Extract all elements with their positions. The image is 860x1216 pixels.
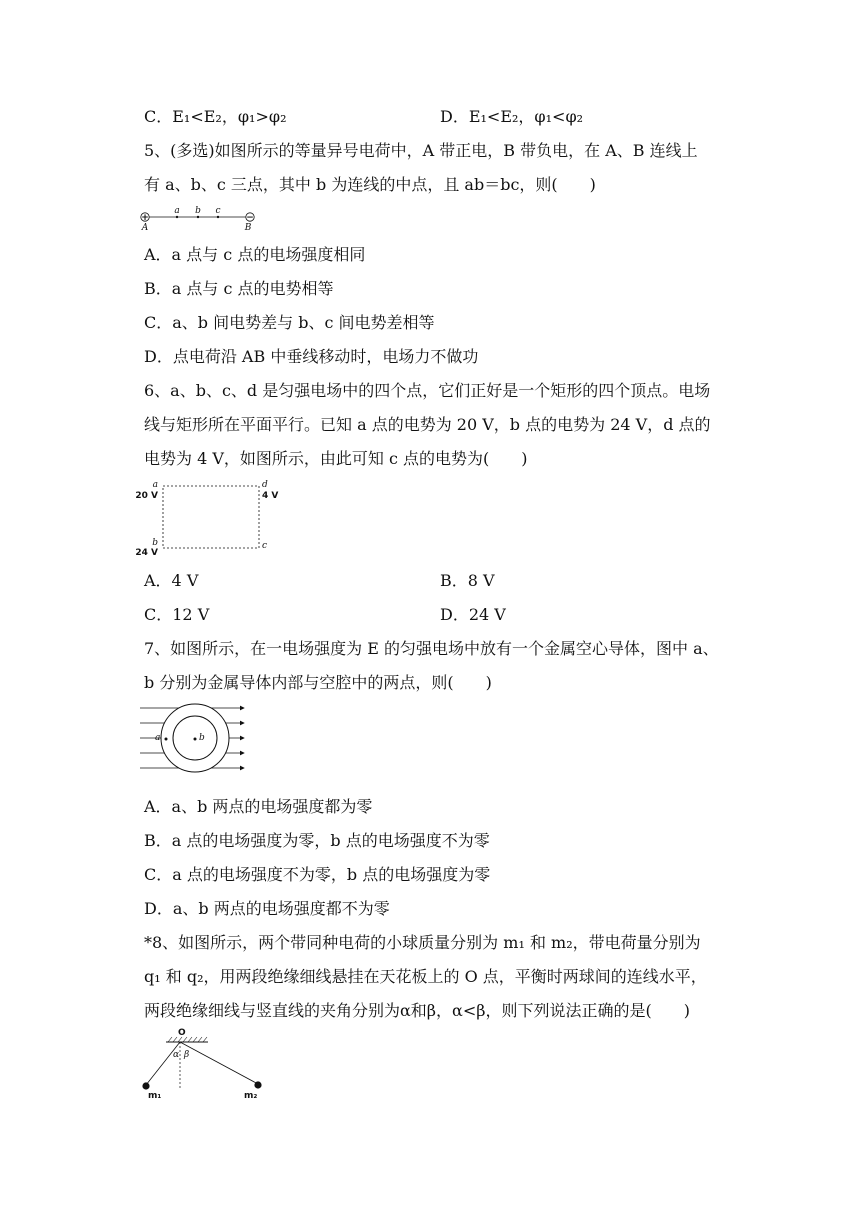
q8-label-m1: m₁ xyxy=(148,1091,162,1101)
q7-stem-line1: 7、如图所示，在一电场强度为 E 的匀强电场中放有一个金属空心导体，图中 a、 xyxy=(144,639,719,658)
q8-stem-line1: *8、如图所示，两个带同种电荷的小球质量分别为 m₁ 和 m₂，带电荷量分别为 xyxy=(144,933,701,952)
q6-potential-b: 24 V xyxy=(135,548,158,558)
q5-label-c: c xyxy=(215,206,221,216)
q5-option-d: D．点电荷沿 AB 中垂线移动时，电场力不做功 xyxy=(144,347,479,366)
q8-ball-m2 xyxy=(254,1081,261,1088)
q6-stem-line3: 电势为 4 V，如图所示，由此可知 c 点的电势为( ) xyxy=(144,449,528,468)
q8-ball-m1 xyxy=(142,1082,149,1089)
q5-stem-line1: 5、(多选)如图所示的等量异号电荷中，A 带正电，B 带负电，在 A、B 连线上 xyxy=(144,141,698,160)
q4-option-c: C．E₁<E₂，φ₁>φ₂ xyxy=(144,107,287,126)
q5-option-c: C．a、b 间电势差与 b、c 间电势差相等 xyxy=(144,313,435,332)
q7-label-a: a xyxy=(155,733,161,743)
q6-potential-a: 20 V xyxy=(135,491,158,501)
q8-label-O: O xyxy=(178,1028,186,1038)
q7-option-c: C．a 点的电场强度不为零，b 点的电场强度为零 xyxy=(144,865,491,884)
q6-option-d: D．24 V xyxy=(440,605,506,624)
q6-stem-line1: 6、a、b、c、d 是匀强电场中的四个点，它们正好是一个矩形的四个顶点。电场 xyxy=(144,381,711,400)
q6-label-b: b xyxy=(152,538,158,548)
q8-string-left xyxy=(146,1042,180,1085)
q8-label-beta: β xyxy=(184,1050,190,1060)
q5-label-b: b xyxy=(195,206,201,216)
q6-potential-d: 4 V xyxy=(262,491,279,501)
q5-point-a xyxy=(176,216,178,218)
q8-figure xyxy=(136,1030,276,1100)
q8-label-m2: m₂ xyxy=(244,1091,258,1101)
q6-option-c: C．12 V xyxy=(144,605,210,624)
q7-figure xyxy=(140,702,250,782)
q5-label-A: A xyxy=(141,223,149,233)
q6-option-a: A．4 V xyxy=(144,571,199,590)
q5-stem-line2: 有 a、b、c 三点，其中 b 为连线的中点，且 ab＝bc，则( ) xyxy=(144,175,596,194)
q5-figure xyxy=(138,205,268,231)
q6-stem-line2: 线与矩形所在平面平行。已知 a 点的电势为 20 V，b 点的电势为 24 V，d 点的 xyxy=(144,415,711,434)
q7-option-a: A．a、b 两点的电场强度都为零 xyxy=(144,797,373,816)
q6-label-c: c xyxy=(262,541,268,551)
q7-option-d: D．a、b 两点的电场强度都不为零 xyxy=(144,899,390,918)
q5-option-b: B．a 点与 c 点的电势相等 xyxy=(144,279,334,298)
q8-stem-line3: 两段绝缘细线与竖直线的夹角分别为α和β，α<β，则下列说法正确的是( ) xyxy=(144,1001,691,1020)
q8-string-right xyxy=(180,1042,258,1084)
q7-point-b xyxy=(194,738,197,741)
q7-stem-line2: b 分别为金属导体内部与空腔中的两点，则( ) xyxy=(144,673,492,692)
q6-label-d: d xyxy=(262,480,268,490)
q8-label-alpha: α xyxy=(173,1050,180,1060)
q8-ceiling-hatch xyxy=(168,1037,207,1042)
q7-point-a xyxy=(165,738,168,741)
q5-label-B: B xyxy=(244,223,252,233)
q6-figure xyxy=(135,478,279,558)
q4-option-d: D．E₁<E₂，φ₁<φ₂ xyxy=(440,107,584,126)
q5-minus-sign: − xyxy=(246,213,254,223)
q7-option-b: B．a 点的电场强度为零，b 点的电场强度不为零 xyxy=(144,831,490,850)
q5-point-b xyxy=(197,216,199,218)
q8-stem-line2: q₁ 和 q₂，用两段绝缘细线悬挂在天花板上的 O 点，平衡时两球间的连线水平， xyxy=(144,967,707,986)
q6-label-a: a xyxy=(152,480,158,490)
q5-label-a: a xyxy=(174,206,180,216)
q5-option-a: A．a 点与 c 点的电场强度相同 xyxy=(144,245,366,264)
q5-point-c xyxy=(217,216,219,218)
q5-plus-sign: + xyxy=(141,213,149,223)
q6-option-b: B．8 V xyxy=(440,571,495,590)
q6-rectangle xyxy=(163,486,259,548)
q7-label-b: b xyxy=(199,733,205,743)
